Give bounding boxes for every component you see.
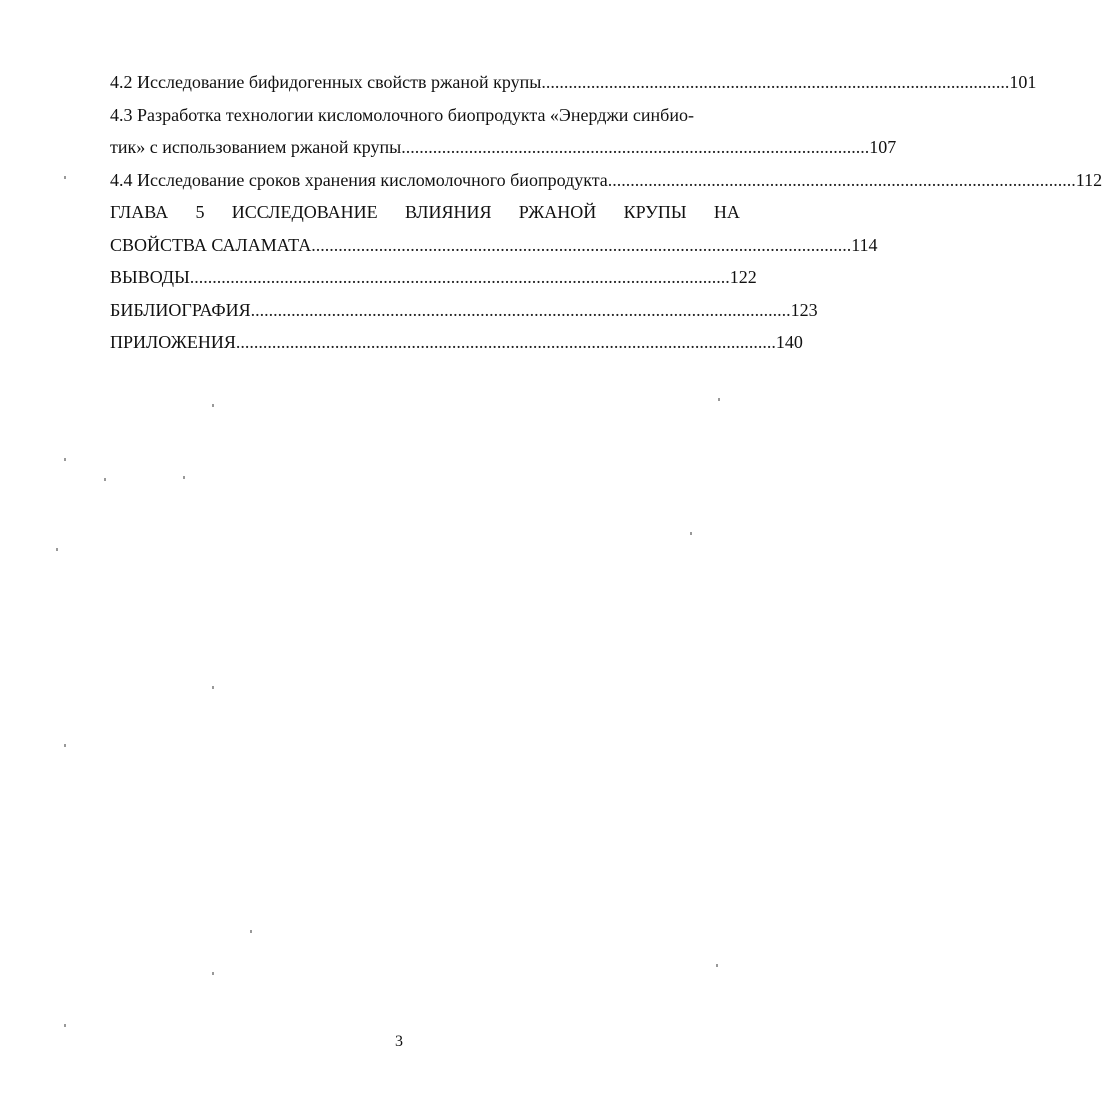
toc-leader-dots: ........................................................................................................: [401, 137, 870, 157]
chapter-word: ГЛАВА: [110, 202, 169, 222]
scan-speck: [212, 686, 214, 689]
chapter-word: КРУПЫ: [623, 202, 687, 222]
toc-entry-title: тик» с использованием ржаной крупы: [110, 137, 402, 157]
toc-entry-chapter-5-line-2[interactable]: [110, 229, 878, 262]
scan-speck: [64, 176, 66, 179]
scan-speck: [104, 478, 106, 481]
toc-entry-title: 4.3 Разработка технологии кисломолочного биопродукта «Энерджи синбио-: [110, 104, 694, 125]
scan-speck: [64, 1024, 66, 1027]
page-number: 3: [395, 1033, 403, 1050]
toc-leader-dots: ........................................................................................................: [607, 169, 1076, 190]
toc-entry-page: 122: [729, 267, 757, 287]
chapter-word: 5: [195, 202, 205, 222]
toc-entry-appendices[interactable]: [110, 326, 803, 359]
chapter-word: НА: [713, 202, 740, 222]
toc-entry-page: 112: [1075, 169, 1102, 190]
toc-entry-4-4[interactable]: [110, 164, 1102, 197]
toc-leader-dots: ........................................................................................................................: [250, 299, 791, 320]
toc-entry-title: 4.2 Исследование бифидогенных свойств ржаной крупы: [110, 72, 542, 92]
scan-speck: [212, 404, 214, 407]
toc-entry-page: 114: [851, 234, 878, 255]
scan-speck: [212, 972, 214, 975]
scan-speck: [64, 458, 66, 461]
toc-leader-dots: ........................................................................................................................: [311, 234, 852, 255]
scan-speck: [690, 532, 692, 535]
toc-entry-title: 4.4 Исследование сроков хранения кисломолочного биопродукта: [110, 169, 608, 190]
scan-speck: [718, 398, 720, 401]
scan-speck: [183, 476, 185, 479]
scan-speck: [64, 744, 66, 747]
toc-entry-page: 107: [869, 137, 897, 157]
chapter-word: ИССЛЕДОВАНИЕ: [231, 202, 378, 222]
toc-entry-title: СВОЙСТВА САЛАМАТА: [110, 234, 312, 255]
toc-leader-dots: ........................................................................................................................: [189, 267, 730, 287]
toc-entry-4-3-line-1[interactable]: [110, 99, 740, 132]
toc-leader-dots: ........................................................................................................: [541, 72, 1010, 92]
toc-entry-conclusions[interactable]: [110, 261, 757, 294]
toc-entry-page: 123: [790, 299, 818, 320]
toc-leader-dots: ........................................................................................................................: [235, 332, 776, 352]
scan-speck: [716, 964, 718, 967]
toc-entry-chapter-5-line-1[interactable]: [110, 196, 740, 229]
toc-entry-title: ВЫВОДЫ: [110, 267, 190, 287]
chapter-word: ВЛИЯНИЯ: [404, 202, 492, 222]
toc-entry-page: 140: [775, 332, 803, 352]
chapter-word: РЖАНОЙ: [518, 202, 597, 222]
toc-entry-bibliography[interactable]: [110, 294, 818, 327]
toc-entry-4-3-line-2[interactable]: [110, 131, 897, 164]
table-of-contents: [110, 66, 1102, 359]
scan-speck: [250, 930, 252, 933]
scan-speck: [56, 548, 58, 551]
toc-entry-page: 101: [1009, 72, 1037, 92]
toc-entry-title: ПРИЛОЖЕНИЯ: [110, 332, 236, 352]
toc-entry-4-2[interactable]: [110, 66, 1037, 99]
toc-entry-title: БИБЛИОГРАФИЯ: [110, 299, 251, 320]
